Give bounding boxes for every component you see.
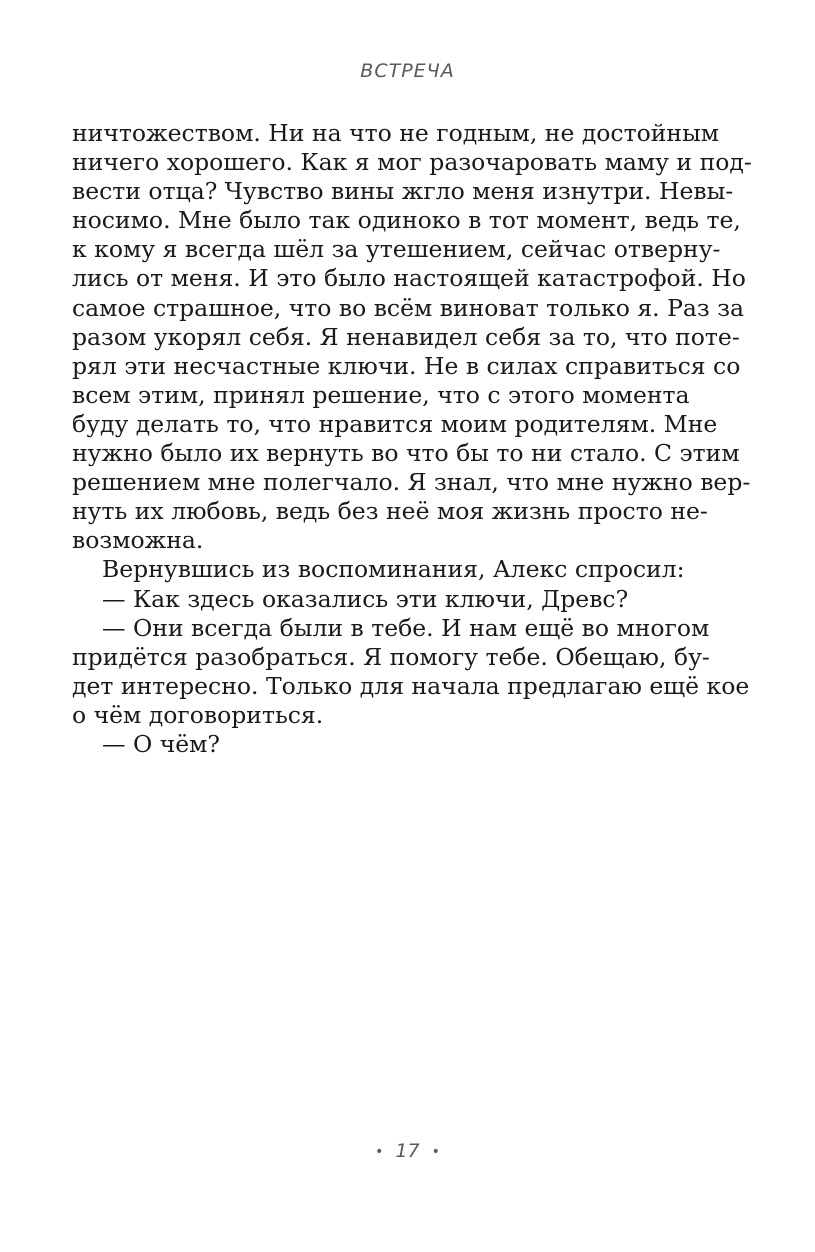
text-line: возможна.	[72, 526, 204, 555]
dialogue-line: — Они всегда были в тебе. И нам ещё во многом	[102, 613, 710, 642]
text-line: к кому я всегда шёл за утешением, сейчас отверну-	[72, 235, 721, 264]
page-number: 17	[395, 1140, 420, 1162]
text-line: самое страшное, что во всём виноват только я. Раз за	[72, 293, 745, 322]
text-line: буду делать то, что нравится моим родителям. Мне	[72, 409, 718, 438]
text-line: ничего хорошего. Как я мог разочаровать маму и под-	[72, 148, 752, 177]
text-line: о чём договориться.	[72, 700, 324, 729]
text-line: Вернувшись из воспоминания, Алекс спросил:	[102, 555, 685, 584]
text-line: рял эти несчастные ключи. Не в силах справиться со	[72, 351, 741, 380]
bullet-right: •	[431, 1143, 440, 1160]
dialogue-line: — Как здесь оказались эти ключи, Древс?	[102, 584, 629, 613]
text-line: лись от меня. И это было настоящей катастрофой. Но	[72, 264, 746, 293]
text-line: вести отца? Чувство вины жгло меня изнутри. Невы-	[72, 177, 734, 206]
text-line: дет интересно. Только для начала предлагаю ещё кое	[72, 671, 750, 700]
page-footer	[0, 1140, 815, 1162]
text-line: всем этим, принял решение, что с этого момента	[72, 380, 690, 409]
running-title: ВСТРЕЧА	[360, 60, 455, 82]
text-line: нуть их любовь, ведь без неё моя жизнь просто не-	[72, 497, 708, 526]
text-line: разом укорял себя. Я ненавидел себя за то, что поте-	[72, 322, 740, 351]
text-line: решением мне полегчало. Я знал, что мне нужно вер-	[72, 468, 751, 497]
text-line: придётся разобраться. Я помогу тебе. Обещаю, бу-	[72, 642, 710, 671]
text-line: нужно было их вернуть во что бы то ни стало. С этим	[72, 439, 740, 468]
text-line: ничтожеством. Ни на что не годным, не достойным	[72, 119, 720, 147]
text-line: носимо. Мне было так одиноко в тот момент, ведь те,	[72, 206, 741, 235]
bullet-left: •	[375, 1143, 384, 1160]
body-text	[72, 119, 752, 759]
dialogue-line: — О чём?	[102, 729, 221, 758]
